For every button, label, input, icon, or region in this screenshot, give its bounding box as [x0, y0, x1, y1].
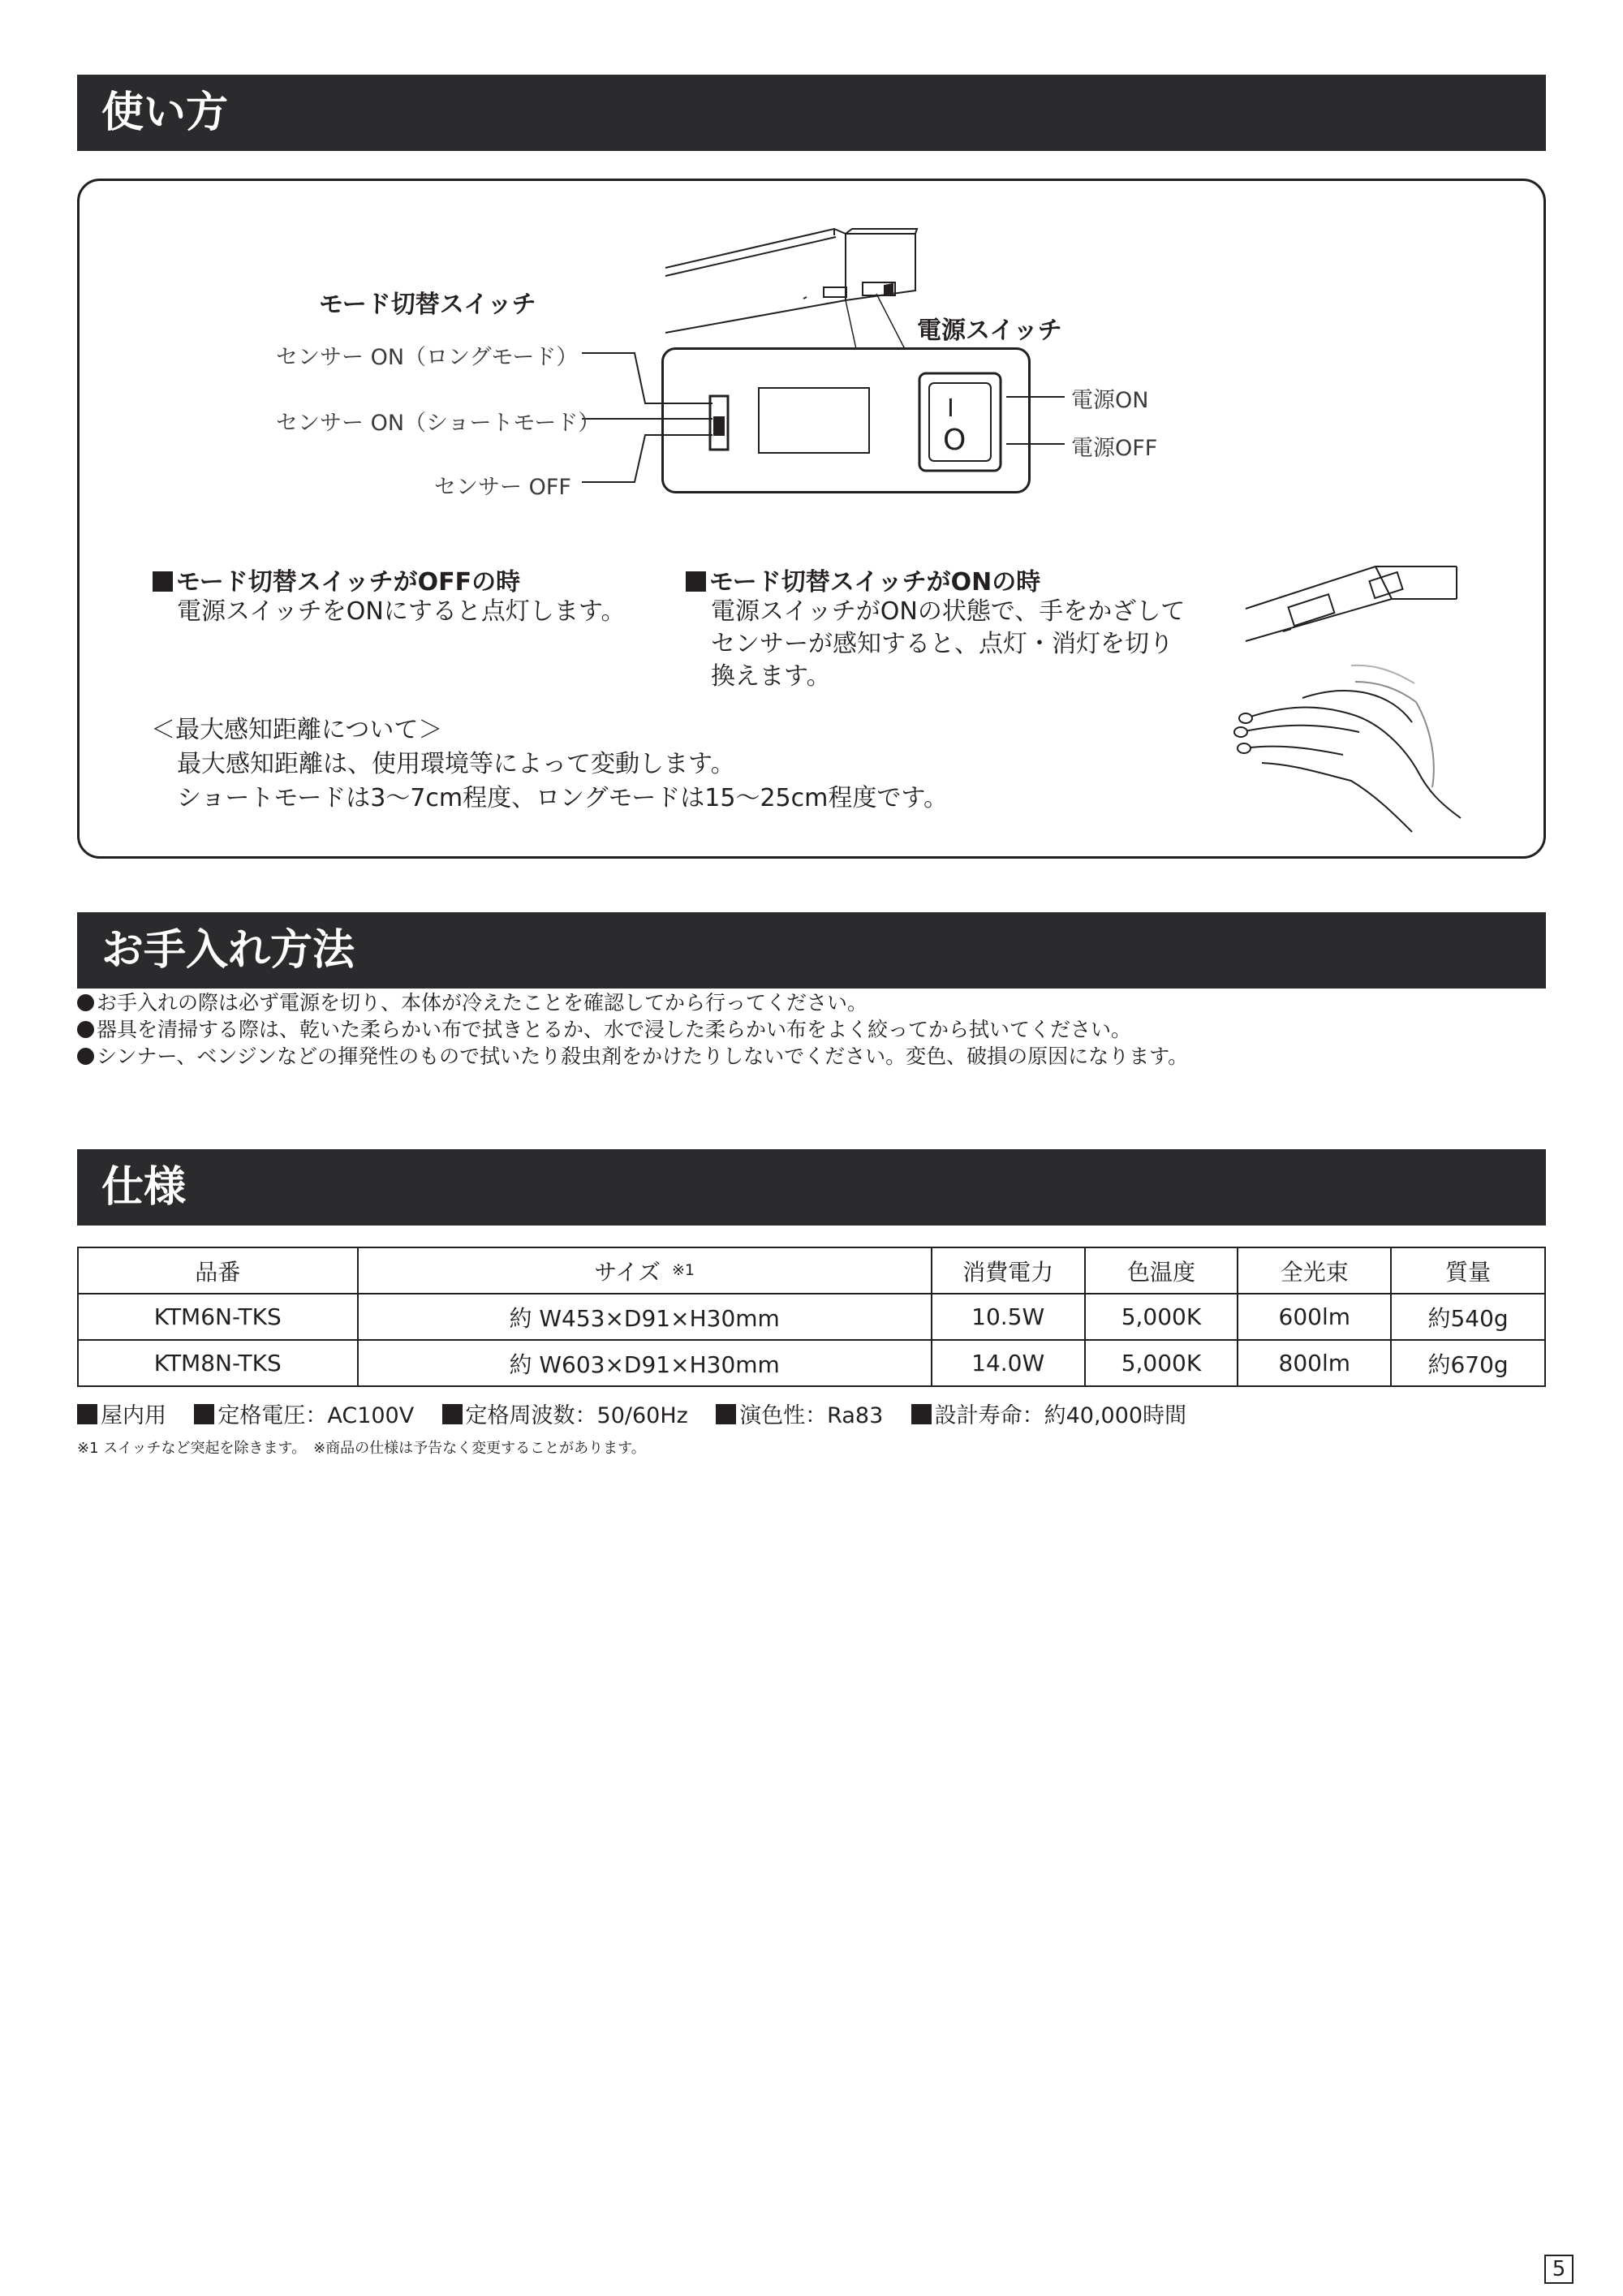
cell-model: KTM6N-TKS [78, 1294, 358, 1340]
cell-size: 約 W453×D91×H30mm [358, 1294, 932, 1340]
table-header-row [78, 1247, 1545, 1294]
on-mode-text: 電源スイッチがONの状態で、手をかざしてセンサーが感知すると、点灯・消灯を切り換えます。 [711, 597, 1186, 691]
power-off-label: 電源OFF [1071, 436, 1158, 461]
distance-line-1: 最大感知距離は、使用環境等によって変動します。 [177, 750, 735, 778]
cell-power: 10.5W [932, 1294, 1085, 1340]
care-heading: お手入れ方法 [77, 912, 1546, 989]
care-item: お手入れの際は必ず電源を切り、本体が冷えたことを確認してから行ってください。 [77, 989, 867, 1016]
cell-color-temp: 5,000K [1085, 1294, 1238, 1340]
cell-weight: 約670g [1391, 1340, 1545, 1386]
care-item: 器具を清掃する際は、乾いた柔らかい布で拭きとるか、水で浸した柔らかい布をよく絞ってから拭いてください。 [77, 1016, 1131, 1043]
power-on-label: 電源ON [1071, 388, 1149, 413]
table-row [78, 1294, 1545, 1340]
square-bullet-icon [911, 1404, 932, 1424]
header-color-temp: 色温度 [1085, 1247, 1238, 1294]
square-bullet-icon [716, 1404, 736, 1424]
cell-size: 約 W603×D91×H30mm [358, 1340, 932, 1386]
size-note-mark: ※1 [672, 1260, 695, 1279]
header-model: 品番 [78, 1247, 358, 1294]
power-switch-title: 電源スイッチ [917, 317, 1062, 345]
square-bullet-icon [442, 1404, 463, 1424]
header-size: サイズ $^{※1}$ [358, 1247, 932, 1294]
sensor-off-label: センサー OFF [434, 475, 571, 500]
square-bullet-icon [77, 1404, 97, 1424]
off-mode-title: モード切替スイッチがOFFの時 [153, 562, 520, 597]
distance-line-2: ショートモードは3〜7cm程度、ロングモードは15〜25cm程度です。 [177, 784, 948, 812]
spec-table [77, 1247, 1546, 1387]
hand-sensor-illustration [1229, 560, 1473, 836]
on-mode-title: モード切替スイッチがONの時 [686, 562, 1040, 597]
care-item: シンナー、ベンジンなどの揮発性のもので拭いたり殺虫剤をかけたりしないでください。変色、破損の原因になります。 [77, 1043, 1188, 1070]
bullet-icon [77, 1048, 94, 1065]
bullet-icon [77, 994, 94, 1011]
cell-lumen: 800lm [1238, 1340, 1391, 1386]
off-mode-text: 電源スイッチをONにすると点灯します。 [177, 597, 626, 626]
page-number: 5 [1544, 2255, 1573, 2284]
spec-footnote: ※1 スイッチなど突起を除きます。 ※商品の仕様は予告なく変更することがあります。 [77, 1440, 646, 1457]
mode-switch-title: モード切替スイッチ [319, 291, 536, 319]
power-off-symbol: O [943, 424, 966, 457]
sensor-short-label: センサー ON（ショートモード） [276, 411, 601, 436]
square-bullet-icon [686, 571, 706, 592]
header-power: 消費電力 [932, 1247, 1085, 1294]
power-on-symbol: I [947, 394, 954, 423]
square-bullet-icon [153, 571, 173, 592]
cell-weight: 約540g [1391, 1294, 1545, 1340]
cell-power: 14.0W [932, 1340, 1085, 1386]
spec-notes: 屋内用 定格電圧：AC100V 定格周波数：50/60Hz 演色性：Ra83 設計寿命：約40,000時間 [77, 1398, 1186, 1429]
distance-title: ＜最大感知距離について＞ [151, 716, 443, 744]
table-row [78, 1340, 1545, 1386]
cell-lumen: 600lm [1238, 1294, 1391, 1340]
bullet-icon [77, 1021, 94, 1038]
cell-color-temp: 5,000K [1085, 1340, 1238, 1386]
square-bullet-icon [194, 1404, 214, 1424]
spec-heading: 仕様 [77, 1149, 1546, 1226]
header-lumen: 全光束 [1238, 1247, 1391, 1294]
usage-heading: 使い方 [77, 75, 1546, 151]
header-weight: 質量 [1391, 1247, 1545, 1294]
cell-model: KTM8N-TKS [78, 1340, 358, 1386]
leader-lines [0, 0, 1623, 568]
sensor-long-label: センサー ON（ロングモード） [276, 345, 579, 370]
